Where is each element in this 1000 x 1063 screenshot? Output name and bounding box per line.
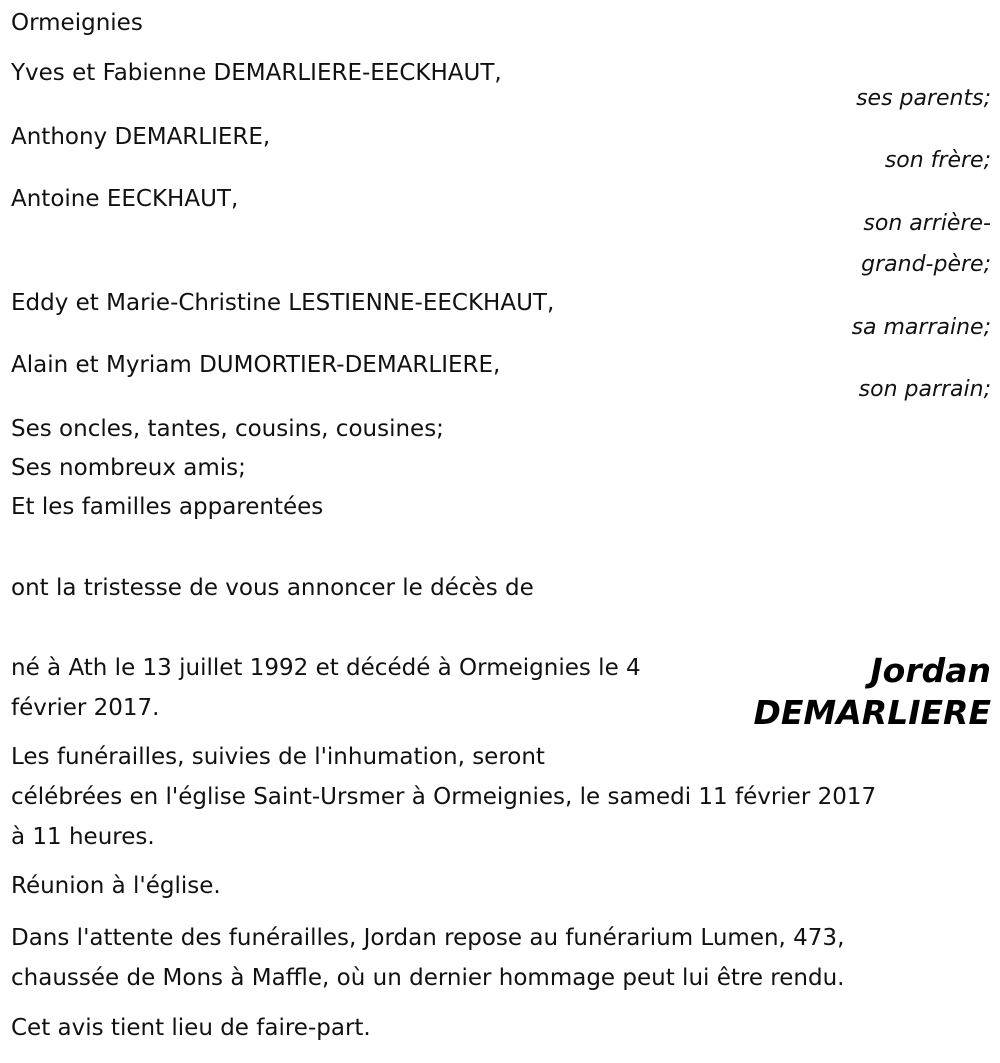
- relation-godfather: son parrain;: [858, 377, 991, 402]
- repose-line1: Dans l'attente des funérailles, Jordan repose au funérarium Lumen, 473,: [11, 925, 845, 951]
- relation-godmother: sa marraine;: [851, 315, 991, 340]
- relation-brother: son frère;: [884, 148, 991, 173]
- others-relatives: Ses oncles, tantes, cousins, cousines;: [11, 416, 444, 442]
- deceased-last-name: DEMARLIERE: [753, 693, 991, 732]
- family-member-great-grandfather: Antoine EECKHAUT,: [11, 186, 239, 212]
- closing-note: Cet avis tient lieu de faire-part.: [11, 1015, 371, 1041]
- birth-death-line2: février 2017.: [11, 695, 160, 721]
- others-families: Et les familles apparentées: [11, 494, 324, 520]
- relation-great-grandfather-line2: grand-père;: [861, 252, 991, 277]
- announcement: ont la tristesse de vous annoncer le décès de: [11, 575, 534, 601]
- relation-great-grandfather-line1: son arrière-: [863, 211, 991, 236]
- repose-line2: chaussée de Mons à Maffle, où un dernier hommage peut lui être rendu.: [11, 965, 845, 991]
- family-member-godmother: Eddy et Marie-Christine LESTIENNE-EECKHAUT,: [11, 290, 555, 316]
- family-member-brother: Anthony DEMARLIERE,: [11, 124, 271, 150]
- deceased-first-name: Jordan: [870, 651, 991, 690]
- deceased-name: [753, 650, 991, 734]
- location: Ormeignies: [11, 10, 143, 36]
- others-friends: Ses nombreux amis;: [11, 455, 246, 481]
- funeral-line2: célébrées en l'église Saint-Ursmer à Ormeignies, le samedi 11 février 2017: [11, 784, 877, 810]
- family-member-parents: Yves et Fabienne DEMARLIERE-EECKHAUT,: [11, 60, 502, 86]
- relation-parents: ses parents;: [856, 86, 991, 111]
- funeral-line1: Les funérailles, suivies de l'inhumation, seront: [11, 744, 545, 770]
- meeting-info: Réunion à l'église.: [11, 873, 221, 899]
- family-member-godfather: Alain et Myriam DUMORTIER-DEMARLIERE,: [11, 352, 501, 378]
- funeral-line3: à 11 heures.: [11, 824, 155, 850]
- birth-death-line1: né à Ath le 13 juillet 1992 et décédé à Ormeignies le 4: [11, 655, 641, 681]
